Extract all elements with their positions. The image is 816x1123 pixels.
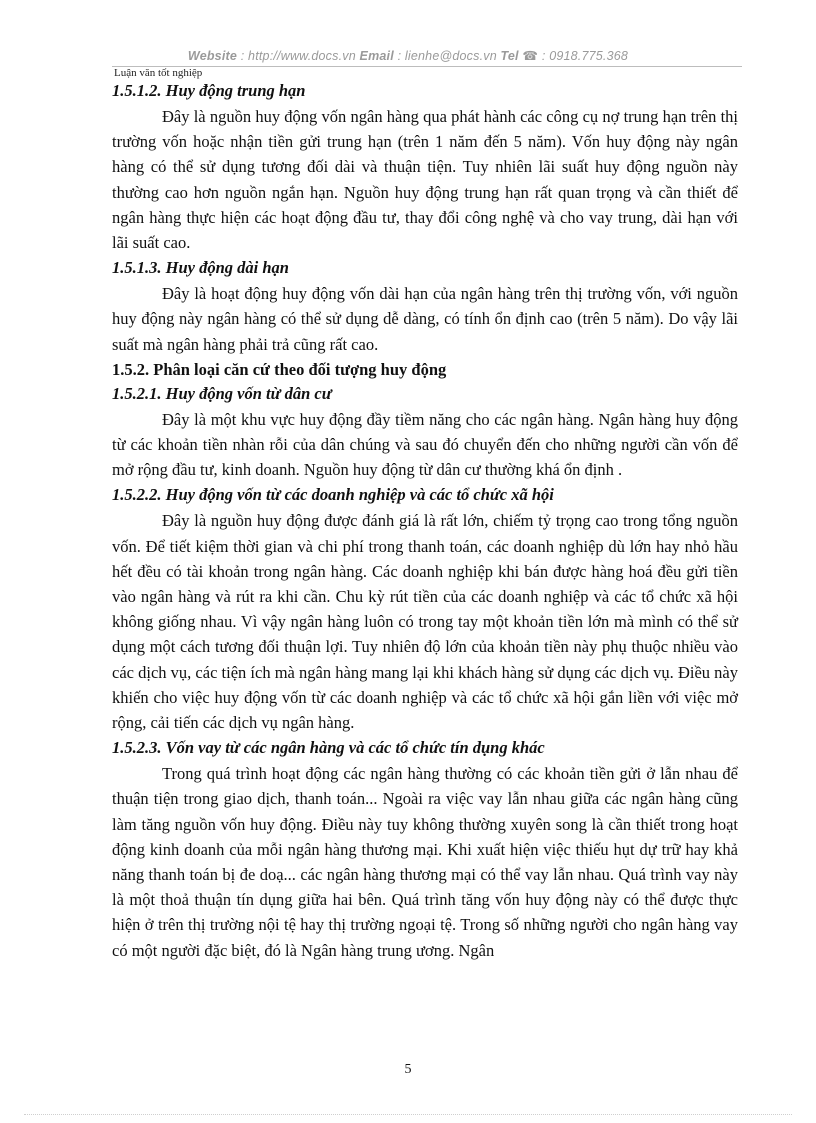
paragraph: Đây là một khu vực huy động đầy tiềm năng cho các ngân hàng. Ngân hàng huy động từ các khoản tiền nhàn rỗi của dân chúng và sau đó chuyển đến cho những người cần vốn để mở rộng đầu tư, kinh doanh. Nguồn huy động từ dân cư thường khá ổn định .: [112, 409, 738, 480]
heading-1-5-1-2: 1.5.1.2. Huy động trung hạn: [112, 81, 306, 100]
footer-divider: [24, 1114, 792, 1115]
email-address[interactable]: : lienhe@docs.vn: [393, 49, 501, 63]
header-divider: [112, 66, 742, 67]
paragraph: Đây là nguồn huy động vốn ngân hàng qua phát hành các công cụ nợ trung hạn trên thị trường vốn hoặc nhận tiền gửi trung hạn (trên 1 năm đến 5 năm). Vốn huy động này ngân hàng có thể sử dụng tương đối dài và thuận tiện. Tuy nhiên lãi suất huy động nguồn này thường cao hơn nguồn ngắn hạn. Nguồn huy động trung hạn rất quan trọng và cần thiết để ngân hàng thực hiện các hoạt động đầu tư, thay đổi công nghệ và cho vay trung, dài hạn với lãi suất cao.: [112, 107, 738, 253]
website-label: Website: [187, 49, 238, 63]
paragraph: Đây là hoạt động huy động vốn dài hạn của ngân hàng trên thị trường vốn, với nguồn huy động này ngân hàng có thể sử dụng dễ dàng, có tính ổn định cao (trên 5 năm). Do vậy lãi suất mà ngân hàng phải trả cũng rất cao.: [112, 284, 738, 354]
website-url[interactable]: : http://www.docs.vn: [237, 49, 360, 63]
website-header: [0, 48, 816, 63]
tel-label: Tel: [500, 49, 519, 63]
running-head: Luận văn tốt nghiệp: [114, 67, 203, 79]
heading-1-5-2: 1.5.2. Phân loại căn cứ theo đối tượng huy động: [112, 359, 447, 379]
paragraph: Đây là nguồn huy động được đánh giá là rất lớn, chiếm tỷ trọng cao trong tổng nguồn vốn. Để tiết kiệm thời gian và chi phí trong thanh toán, các doanh nghiệp dù lớn hay nhỏ hầu hết đều có tài khoản trong ngân hàng. Các doanh nghiệp khi bán được hàng hoá đều gửi tiền vào ngân hàng và rút ra khi cần. Chu kỳ rút tiền của các doanh nghiệp và các tổ chức xã hội không giống nhau. Vì vậy ngân hàng luôn có trong tay một khoản tiền lớn mà mình có thể sử dụng một cách tương đối thuận lợi. Tuy nhiên độ lớn của khoản tiền này phụ thuộc nhiều vào các dịch vụ, các tiện ích mà ngân hàng mang lại khi khách hàng sử dụng các dịch vụ. Điều này khiến cho việc huy động vốn từ các doanh nghiệp và các tổ chức xã hội gắn liền với việc mở rộng, cải tiến các dịch vụ ngân hàng.: [112, 511, 738, 733]
heading-1-5-2-3: 1.5.2.3. Vốn vay từ các ngân hàng và các tổ chức tín dụng khác: [112, 738, 545, 758]
page-number: 5: [404, 1062, 412, 1077]
email-label: Email: [359, 49, 394, 63]
document-body: [112, 80, 738, 965]
paragraph: Trong quá trình hoạt động các ngân hàng thường có các khoản tiền gửi ở lẫn nhau để thuận tiện trong giao dịch, thanh toán... Ngoài ra việc vay lẫn nhau giữa các ngân hàng cũng làm tăng nguồn vốn huy động. Điều này tuy không thường xuyên song là cần thiết trong hoạt động kinh doanh của mỗi ngân hàng thương mại. Khi xuất hiện việc thiếu hụt dự trữ hay khả năng thanh toán bị đe doạ... các ngân hàng thương mại có thể vay lẫn nhau. Quá trình vay này là một thoả thuận tín dụng giữa hai bên. Quá trình tăng vốn huy động này có thể được thực hiện ở trên thị trường nội tệ hay thị trường ngoại tệ. Trong số những người cho ngân hàng vay có một người đặc biệt, đó là Ngân hàng trung ương. Ngân: [112, 764, 738, 960]
heading-1-5-2-1: 1.5.2.1. Huy động vốn từ dân cư: [112, 383, 332, 403]
phone-number: ☎ : 0918.775.368: [518, 49, 629, 63]
heading-1-5-2-2: 1.5.2.2. Huy động vốn từ các doanh nghiệp và các tổ chức xã hội: [112, 485, 554, 505]
heading-1-5-1-3: 1.5.1.3. Huy động dài hạn: [112, 258, 289, 278]
